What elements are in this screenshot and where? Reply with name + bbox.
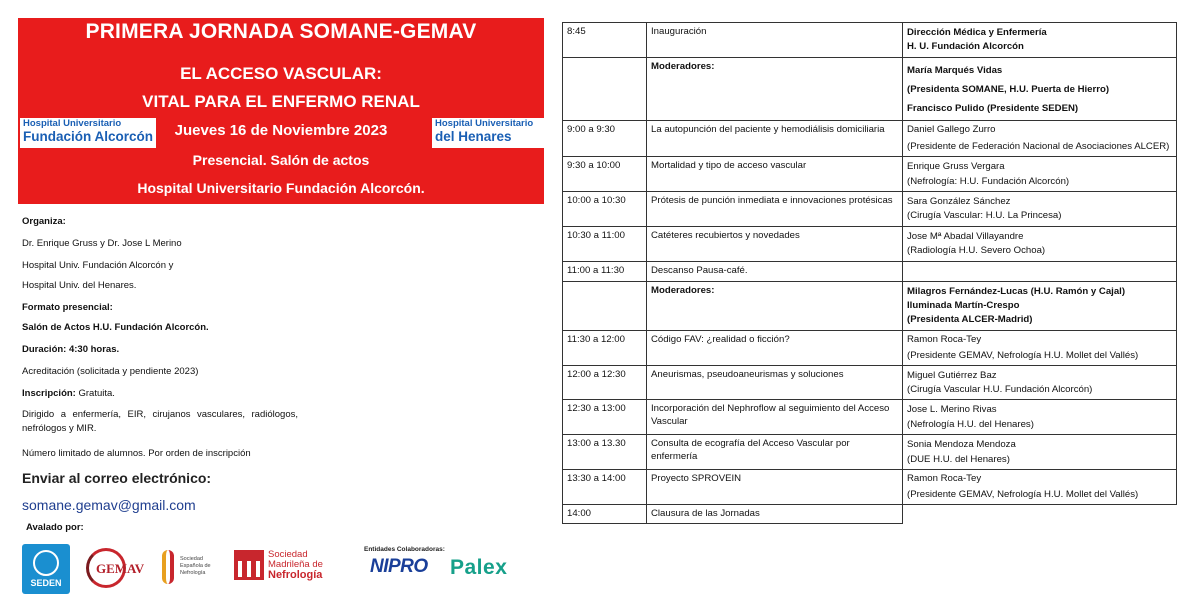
table-row: [563, 23, 1177, 58]
speaker-affiliation: (Presidenta SOMANE, H.U. Puerta de Hierro): [907, 83, 1110, 95]
table-row: [563, 435, 1177, 470]
logo-alcorcon-small: Hospital Universitario: [23, 118, 122, 129]
topic-cell: Incorporación del Nephroflow al seguimiento del Acceso Vascular: [647, 400, 903, 435]
event-subtitle-1: EL ACCESO VASCULAR:: [180, 64, 382, 83]
speaker-cell: [903, 226, 1177, 261]
limited-places: Número limitado de alumnos. Por orden de inscripción: [22, 448, 251, 459]
sen-line-1: Sociedad: [180, 556, 203, 562]
speaker-name: María Marqués Vidas: [907, 64, 1003, 76]
event-venue: Hospital Universitario Fundación Alcorcón.: [137, 180, 425, 196]
speaker-affiliation: (Presidenta ALCER-Madrid): [907, 314, 1033, 326]
table-row: [563, 400, 1177, 435]
speaker-name: Enrique Gruss Vergara: [907, 161, 1005, 173]
event-format: Presencial. Salón de actos: [192, 152, 370, 168]
org-hospital-2: Hospital Univ. del Henares.: [22, 280, 137, 291]
speaker-cell: [903, 121, 1177, 157]
palex-logo: Palex: [450, 556, 508, 579]
speaker-name: Iluminada Martín-Crespo: [907, 299, 1020, 311]
speaker-cell: [903, 400, 1177, 435]
table-row: [563, 226, 1177, 261]
speaker-name: Jose L. Merino Rivas: [907, 404, 997, 416]
speaker-cell: [903, 192, 1177, 227]
time-cell: 10:30 a 11:00: [563, 226, 647, 261]
speaker-affiliation: H. U. Fundación Alcorcón: [907, 41, 1024, 53]
speaker-affiliation: (DUE H.U. del Henares): [907, 453, 1010, 465]
speaker-name: Ramon Roca-Tey: [907, 472, 982, 484]
speaker-cell: [903, 261, 1177, 281]
time-cell: 14:00: [563, 504, 647, 523]
logo-henares-small: Hospital Universitario: [435, 118, 534, 129]
speaker-name: Sonia Mendoza Mendoza: [907, 439, 1016, 451]
table-row: [563, 365, 1177, 400]
seden-logo-text: SEDEN: [30, 578, 62, 588]
time-cell: 13:30 a 14:00: [563, 469, 647, 504]
org-hospital-1: Hospital Univ. Fundación Alcorcón y: [22, 260, 174, 271]
speaker-cell: [903, 365, 1177, 400]
schedule-table: [562, 22, 1177, 524]
table-row: [563, 504, 1177, 523]
topic-cell: Proyecto SPROVEIN: [647, 469, 903, 504]
nipro-logo: NIPRO: [370, 556, 428, 577]
time-cell: 9:30 a 10:00: [563, 157, 647, 192]
speaker-affiliation: (Radiología H.U. Severo Ochoa): [907, 245, 1046, 257]
seden-emblem-icon: [33, 550, 59, 576]
topic-cell: Clausura de las Jornadas: [647, 504, 903, 523]
event-banner: [18, 18, 544, 204]
empty-cell: [903, 504, 1177, 523]
gemav-logo-text: GEMAV: [96, 561, 145, 576]
table-row: [563, 121, 1177, 157]
speaker-cell: [903, 330, 1177, 365]
acreditacion: Acreditación (solicitada y pendiente 2023): [22, 366, 199, 377]
speaker-cell: [903, 157, 1177, 192]
speaker-cell: [903, 435, 1177, 470]
seden-logo: [22, 544, 70, 594]
speaker-cell: [903, 23, 1177, 58]
speaker-affiliation: (Presidente de Federación Nacional de Asociaciones ALCER): [907, 141, 1170, 153]
sen-line-2: Española de: [180, 562, 211, 569]
organizers: Dr. Enrique Gruss y Dr. Jose L Merino: [22, 238, 182, 249]
time-cell: 11:30 a 12:00: [563, 330, 647, 365]
speaker-affiliation: (Cirugía Vascular H.U. Fundación Alcorcón): [907, 384, 1093, 395]
topic-cell: Aneurismas, pseudoaneurismas y soluciones: [647, 365, 903, 400]
topic-cell: Moderadores:: [647, 281, 903, 330]
speaker-name: Ramon Roca-Tey: [907, 333, 982, 345]
event-title: PRIMERA JORNADA SOMANE-GEMAV: [85, 20, 477, 43]
duracion: Duración: 4:30 horas.: [22, 344, 120, 355]
smn-line-2: Madrileña de: [268, 558, 323, 570]
smn-line-1: Sociedad: [268, 549, 308, 560]
time-cell: 11:00 a 11:30: [563, 261, 647, 281]
speaker-name: Francisco Pulido (Presidente SEDEN): [907, 103, 1079, 115]
table-row: [563, 192, 1177, 227]
target-audience: Dirigido a enfermería, EIR, cirujanos vasculares, radiólogos, nefrólogos y MIR.: [22, 409, 298, 434]
table-row: [563, 281, 1177, 330]
time-cell: [563, 57, 647, 121]
speaker-cell: [903, 281, 1177, 330]
contact-email-link[interactable]: somane.gemav@gmail.com: [22, 497, 196, 513]
speaker-name: Sara González Sánchez: [907, 196, 1011, 207]
topic-cell: Moderadores:: [647, 57, 903, 121]
speaker-name: Jose Mª Abadal Villayandre: [907, 230, 1024, 242]
logo-henares-big: del Henares: [435, 128, 512, 144]
speaker-affiliation: (Nefrología: H.U. Fundación Alcorcón): [907, 175, 1070, 187]
time-cell: 9:00 a 9:30: [563, 121, 647, 157]
logo-alcorcon-big: Fundación Alcorcón: [23, 128, 154, 144]
hospital-alcorcon-logo: [20, 118, 156, 148]
topic-cell: Código FAV: ¿realidad o ficción?: [647, 330, 903, 365]
topic-cell: Descanso Pausa-café.: [647, 261, 903, 281]
send-email-label: Enviar al correo electrónico:: [22, 470, 212, 486]
table-row: [563, 469, 1177, 504]
venue: Salón de Actos H.U. Fundación Alcorcón.: [22, 322, 209, 333]
inscripcion: [22, 388, 115, 399]
sen-logo: [160, 548, 224, 588]
table-row: [563, 261, 1177, 281]
sen-line-3: Nefrología: [180, 569, 206, 576]
speaker-name: Milagros Fernández-Lucas (H.U. Ramón y Cajal): [907, 285, 1126, 297]
topic-cell: La autopunción del paciente y hemodiálisis domiciliaria: [647, 121, 903, 157]
inscripcion-label: Inscripción:: [22, 388, 76, 399]
smn-logo: [234, 548, 346, 582]
speaker-affiliation: (Presidente GEMAV, Nefrología H.U. Mollet del Vallés): [907, 488, 1139, 500]
collaborators-label: Entidades Colaboradoras:: [364, 546, 445, 553]
speaker-affiliation: (Presidente GEMAV, Nefrología H.U. Mollet del Vallés): [907, 349, 1139, 361]
table-row: [563, 157, 1177, 192]
event-subtitle-2: VITAL PARA EL ENFERMO RENAL: [142, 92, 420, 111]
speaker-cell: [903, 469, 1177, 504]
smn-building-icon: [234, 550, 264, 580]
endorsed-by-label: Avalado por:: [26, 522, 84, 533]
speaker-affiliation: (Nefrología H.U. del Henares): [907, 418, 1034, 430]
table-row: [563, 57, 1177, 121]
topic-cell: Inauguración: [647, 23, 903, 58]
inscripcion-value: Gratuita.: [75, 388, 115, 399]
formato-label: Formato presencial:: [22, 302, 113, 313]
time-cell: 8:45: [563, 23, 647, 58]
time-cell: 12:30 a 13:00: [563, 400, 647, 435]
hospital-henares-logo: [432, 118, 544, 148]
organiza-label: Organiza:: [22, 216, 66, 227]
table-row: [563, 330, 1177, 365]
smn-line-3: Nefrología: [268, 568, 323, 581]
time-cell: 13:00 a 13.30: [563, 435, 647, 470]
topic-cell: Mortalidad y tipo de acceso vascular: [647, 157, 903, 192]
topic-cell: Prótesis de punción inmediata e innovaciones protésicas: [647, 192, 903, 227]
time-cell: [563, 281, 647, 330]
topic-cell: Catéteres recubiertos y novedades: [647, 226, 903, 261]
gemav-logo: [84, 548, 150, 588]
speaker-name: Daniel Gallego Zurro: [907, 124, 996, 136]
speaker-name: Miguel Gutiérrez Baz: [907, 369, 997, 381]
speaker-name: Dirección Médica y Enfermería: [907, 27, 1047, 38]
topic-cell: Consulta de ecografía del Acceso Vascular por enfermería: [647, 435, 903, 470]
event-date: Jueves 16 de Noviembre 2023: [174, 122, 388, 139]
speaker-cell: [903, 57, 1177, 121]
sen-emblem-icon: [162, 550, 174, 584]
speaker-affiliation: (Cirugía Vascular: H.U. La Princesa): [907, 210, 1062, 222]
time-cell: 10:00 a 10:30: [563, 192, 647, 227]
time-cell: 12:00 a 12:30: [563, 365, 647, 400]
